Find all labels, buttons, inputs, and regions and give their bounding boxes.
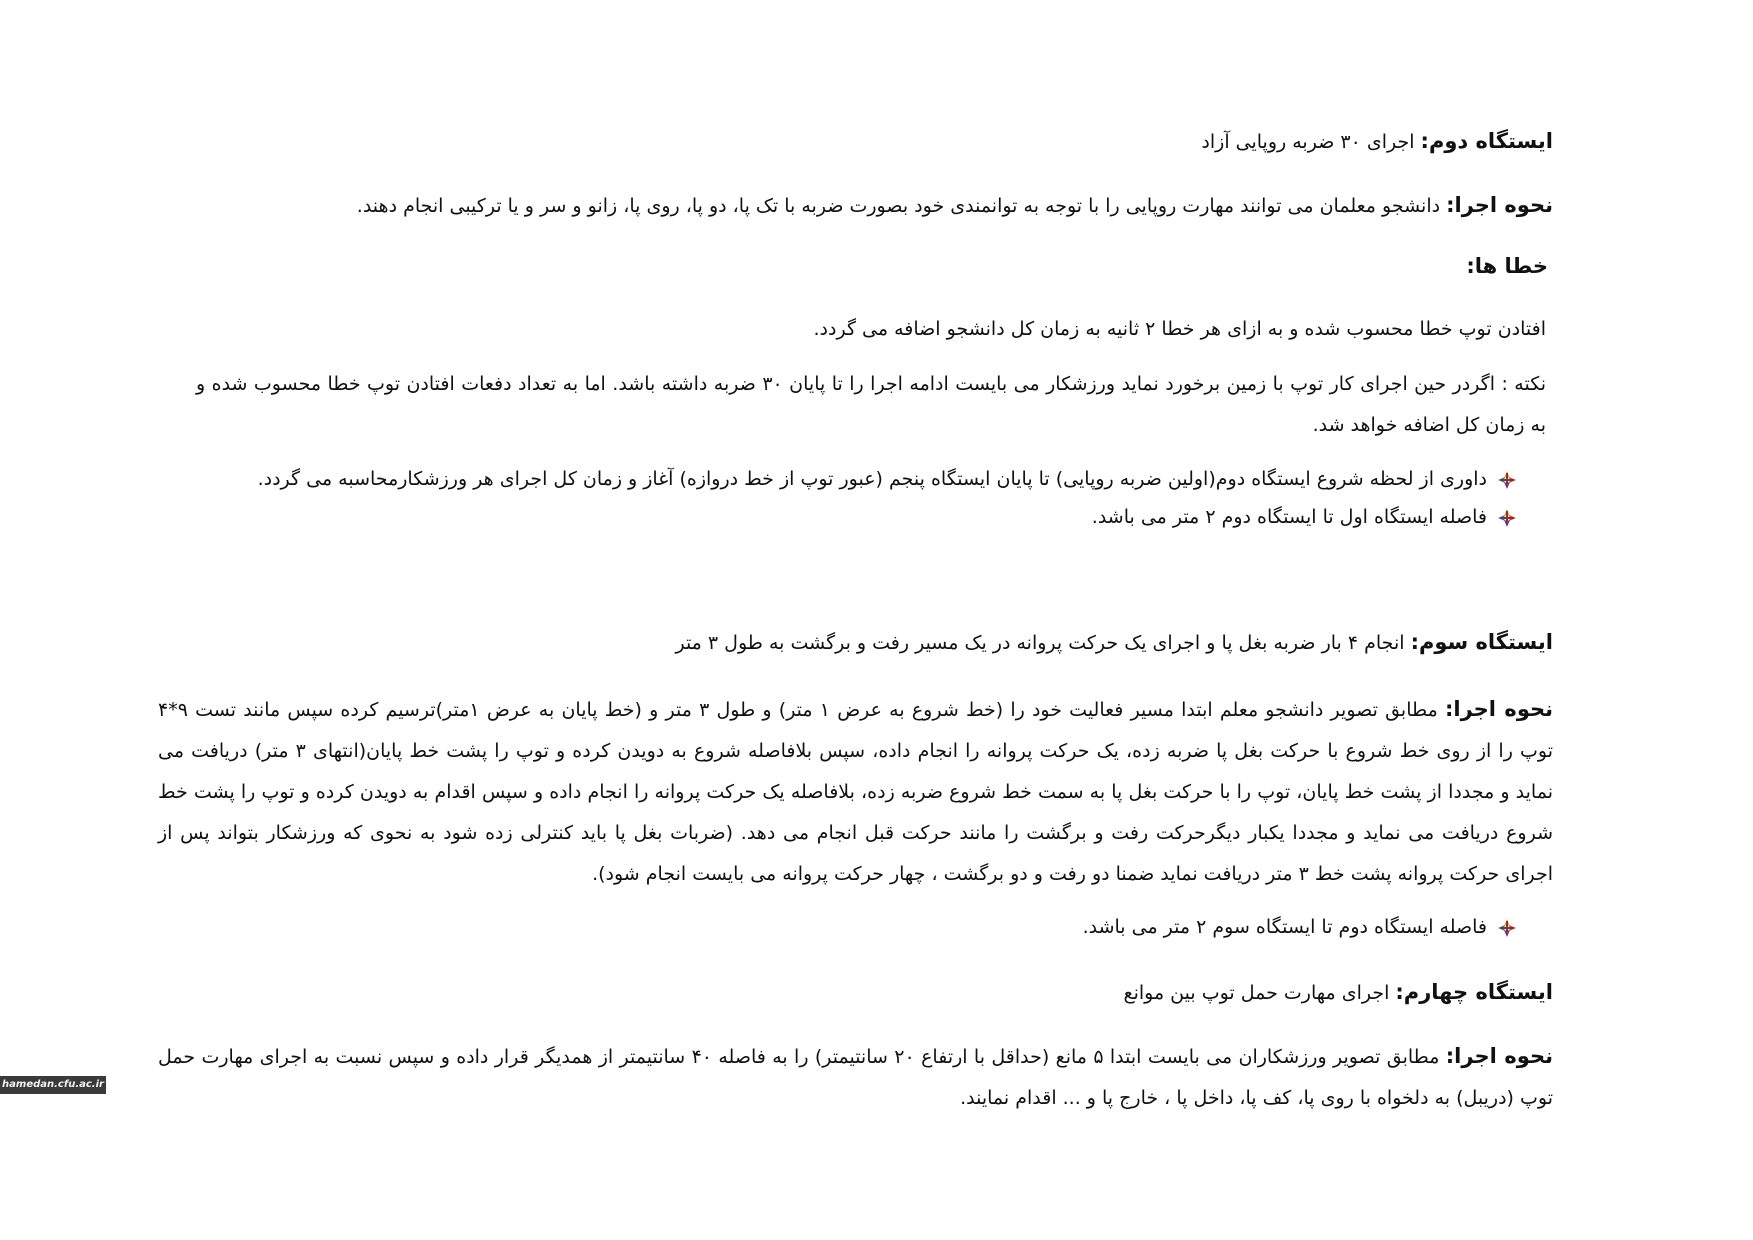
bullet-arrow-icon — [1497, 470, 1517, 490]
station2-method-text: دانشجو معلمان می توانند مهارت روپایی را با توجه به توانمندی خود بصورت ضربه با تک پا، دو پا، روی پا، زانو و سر و یا ترکیبی انجام دهند. — [356, 195, 1447, 217]
station2-method — [357, 185, 1553, 227]
station4-method — [158, 1036, 1553, 1119]
bullet-text: داوری از لحظه شروع ایستگاه دوم(اولین ضربه روپایی) تا پایان ایستگاه پنجم (عبور توپ از خط دروازه) آغاز و زمان کل اجرای هر ورزشکارمحاسبه می گردد. — [257, 468, 1487, 490]
site-badge[interactable]: hamedan.cfu.ac.ir — [0, 1076, 106, 1094]
station3-method-label: نحوه اجرا: — [1444, 697, 1554, 721]
bullet-item — [1092, 499, 1517, 536]
station4-method-text: مطابق تصویر ورزشکاران می بایست ابتدا ۵ مانع (حداقل با ارتفاع ۲۰ سانتیمتر) را به فاصله ۴۰ سانتیمتر از همدیگر قرار داده و سپس نسبت به اجرای مهارت حمل توپ (دریبل) به دلخواه با روی پا، کف پا، داخل پا ، خارج پا و ... اقدام نمایند. — [158, 1046, 1553, 1109]
station4-title — [1123, 972, 1553, 1014]
bullet-text: فاصله ایستگاه دوم تا ایستگاه سوم ۲ متر می باشد. — [1082, 916, 1487, 938]
bullet-item — [1083, 909, 1517, 946]
station4-title-text: اجرای مهارت حمل توپ بین موانع — [1123, 982, 1396, 1004]
bullet-item — [258, 461, 1517, 498]
station3-method-text: مطابق تصویر دانشجو معلم ابتدا مسیر فعالیت خود را (خط شروع به عرض ۱ متر) و طول ۳ متر و (خط پایان به عرض ۱متر)ترسیم کرده سپس مانند تست ۹*۴ توپ را از روی خط شروع با حرکت بغل پا ضربه زده، یک حرکت پروانه را انجام داده، سپس بلافاصله شروع به دویدن کرده و توپ را پشت خط پایان(انتهای ۳ متر) دریافت می نماید و مجددا از پشت خط پایان، توپ را با حرکت بغل پا به سمت خط شروع ضربه زده، بلافاصله یک حرکت پروانه را انجام داده و سپس اقدام به دویدن کرده و توپ را پشت خط شروع دریافت می نماید و مجددا یکبار دیگرحرکت رفت و برگشت را مانند حرکت قبل انجام می دهد. (ضربات بغل پا باید کنترلی زده شود به نحوی که ورزشکار بتواند پس از اجرای حرکت پروانه پشت خط ۳ متر دریافت نماید ضمنا دو رفت و دو برگشت ، چهار حرکت پروانه می بایست انجام شود). — [158, 699, 1553, 885]
station3-method — [158, 689, 1553, 895]
bullet-arrow-icon — [1497, 508, 1517, 528]
station4-title-label: ایستگاه چهارم: — [1395, 980, 1553, 1004]
station3-title-text: انجام ۴ بار ضربه بغل پا و اجرای یک حرکت پروانه در یک مسیر رفت و برگشت به طول ۳ متر — [675, 632, 1411, 654]
faults-note: نکته : اگردر حین اجرای کار توپ با زمین برخورد نماید ورزشکار می بایست ادامه اجرا را تا پایان ۳۰ ضربه داشته باشد. اما به تعداد دفعات افتادن توپ خطا محسوب شده و به زمان کل اضافه خواهد شد. — [196, 373, 1546, 436]
station3-title — [675, 622, 1553, 664]
bullet-text: فاصله ایستگاه اول تا ایستگاه دوم ۲ متر می باشد. — [1091, 506, 1487, 528]
station2-method-label: نحوه اجرا: — [1446, 193, 1553, 217]
station3-title-label: ایستگاه سوم: — [1410, 630, 1553, 654]
station2-title-text: اجرای ۳۰ ضربه روپایی آزاد — [1201, 131, 1421, 153]
station2-title-label: ایستگاه دوم: — [1420, 129, 1553, 153]
station4-method-label: نحوه اجرا: — [1445, 1044, 1553, 1068]
bullet-arrow-icon — [1497, 918, 1517, 938]
faults-line: افتادن توپ خطا محسوب شده و به ازای هر خطا ۲ ثانیه به زمان کل دانشجو اضافه می گردد. — [813, 318, 1546, 340]
station2-title — [1201, 121, 1553, 163]
faults-heading: خطا ها: — [1466, 254, 1548, 278]
